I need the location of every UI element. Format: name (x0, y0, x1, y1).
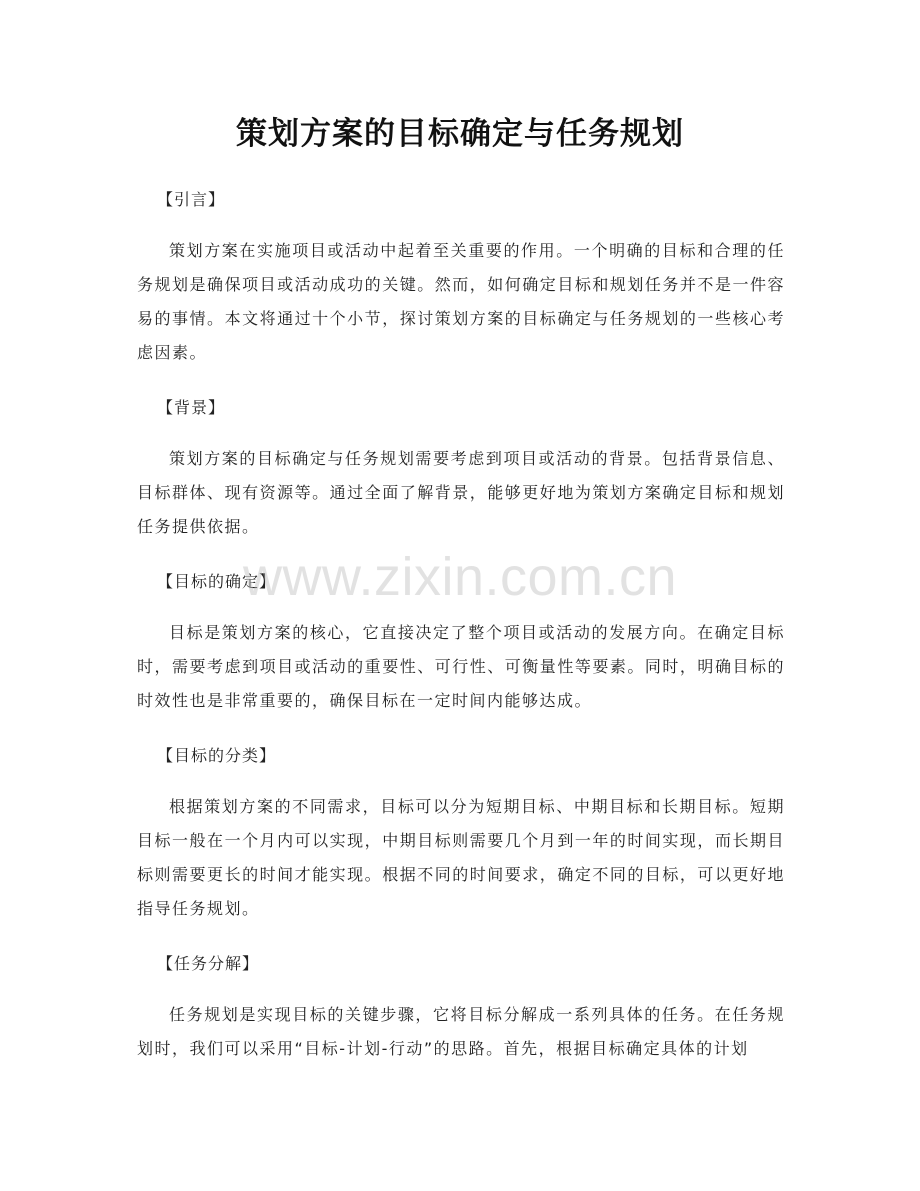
section-heading-intro: 【引言】 (157, 190, 226, 209)
section-paragraph-task-breakdown: 任务规划是实现目标的关键步骤，它将目标分解成一系列具体的任务。在任务规划时，我们可以采用“目标-计划-行动”的思路。首先，根据目标确定具体的计划 (137, 1005, 785, 1058)
watermark: www.zixin.com.cn (242, 547, 678, 607)
section-heading-goal-setting: 【目标的确定】 (157, 572, 277, 591)
section-heading-background: 【背景】 (157, 398, 226, 417)
section-heading-task-breakdown: 【任务分解】 (157, 954, 260, 973)
document-title: 策划方案的目标确定与任务规划 (236, 116, 684, 152)
section-paragraph-goal-setting: 目标是策划方案的核心，它直接决定了整个项目或活动的发展方向。在确定目标时，需要考虑到项目或活动的重要性、可行性、可衡量性等要素。同时，明确目标的时效性也是非常重要的，确保目标在一定时间内能够达成。 (137, 623, 785, 710)
section-paragraph-background: 策划方案的目标确定与任务规划需要考虑到项目或活动的背景。包括背景信息、目标群体、现有资源等。通过全面了解背景，能够更好地为策划方案确定目标和规划任务提供依据。 (137, 449, 785, 536)
document-body (137, 184, 785, 1088)
section-paragraph-intro: 策划方案在实施项目或活动中起着至关重要的作用。一个明确的目标和合理的任务规划是确保项目或活动成功的关键。然而，如何确定目标和规划任务并不是一件容易的事情。本文将通过十个小节，探讨策划方案的目标确定与任务规划的一些核心考虑因素。 (137, 241, 785, 362)
section-paragraph-goal-categories: 根据策划方案的不同需求，目标可以分为短期目标、中期目标和长期目标。短期目标一般在一个月内可以实现，中期目标则需要几个月到一年的时间实现，而长期目标则需要更长的时间才能实现。根据不同的时间要求，确定不同的目标，可以更好地指导任务规划。 (137, 797, 785, 918)
section-heading-goal-categories: 【目标的分类】 (157, 746, 277, 765)
